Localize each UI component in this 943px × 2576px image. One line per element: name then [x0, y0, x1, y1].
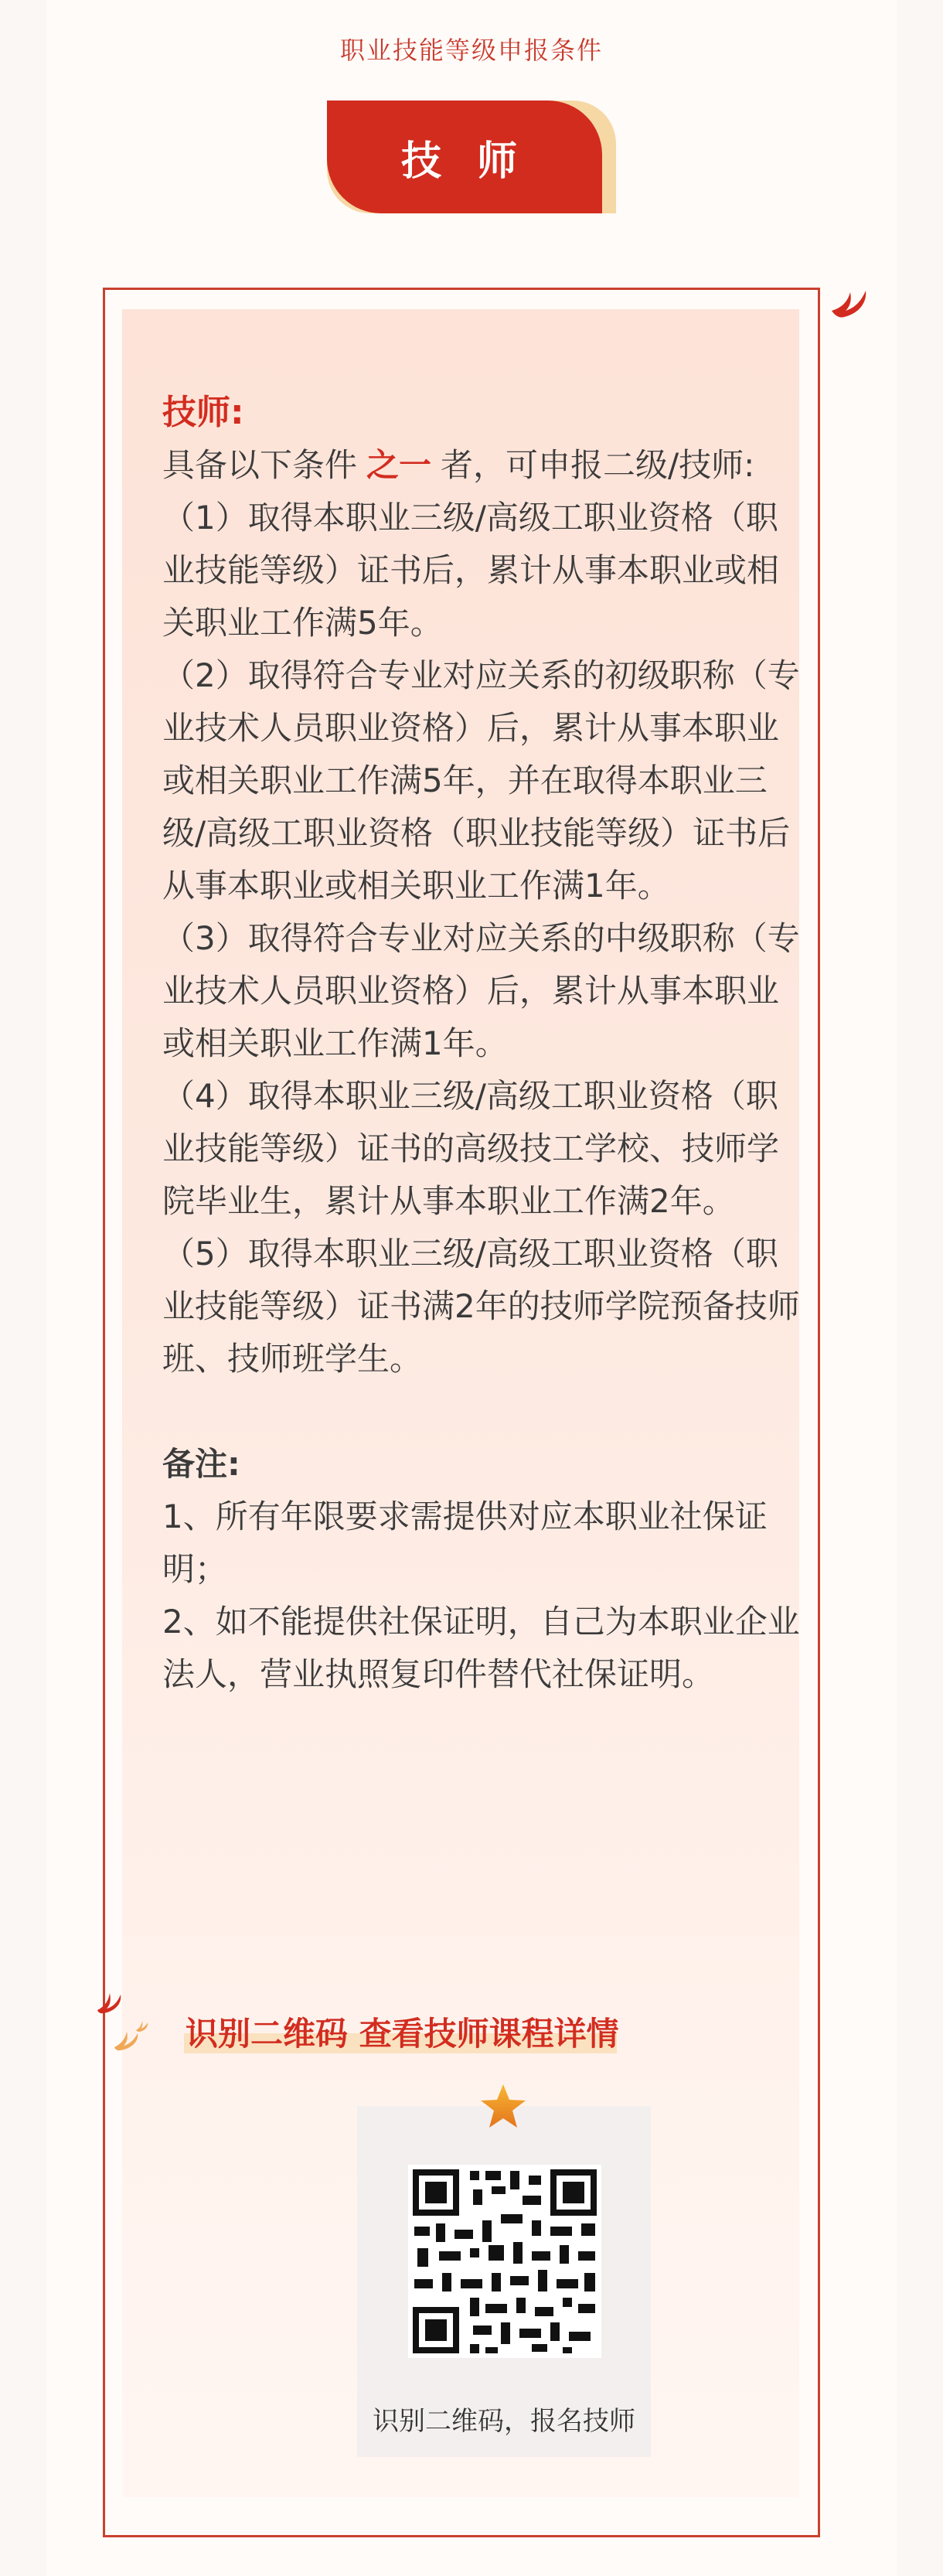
note-item-2: 2、如不能提供社保证明，自己为本职业企业法人，营业执照复印件替代社保证明。: [162, 1603, 800, 1693]
cta-text: 识别二维码 查看技师课程详情: [186, 2015, 619, 2053]
condition-item-3: （3）取得符合专业对应关系的中级职称（专业技术人员职业资格）后，累计从事本职业或相关职业工作满1年。: [162, 919, 800, 1062]
section-title: 技师:: [162, 393, 244, 432]
condition-item-2: （2）取得符合专业对应关系的初级职称（专业技术人员职业资格）后，累计从事本职业或相关职业工作满5年，并在取得本职业三级/高级工职业资格（职业技能等级）证书后从事本职业或相关职业工作满1年。: [162, 656, 800, 905]
requirements-content: [162, 387, 804, 1701]
qr-caption: 识别二维码，报名技师: [373, 2406, 635, 2437]
star-icon: [479, 2083, 527, 2131]
section-intro: [162, 439, 804, 492]
condition-item-1: （1）取得本职业三级/高级工职业资格（职业技能等级）证书后，累计从事本职业或相关职业工作满5年。: [162, 499, 780, 642]
intro-before: 具备以下条件: [162, 446, 358, 484]
top-label: 职业技能等级申报条件: [339, 36, 603, 65]
notes-title: 备注:: [162, 1445, 240, 1483]
page: [46, 0, 897, 2576]
bird-icon: [827, 285, 870, 323]
birds-icon: [91, 1987, 161, 2064]
condition-item-5: （5）取得本职业三级/高级工职业资格（职业技能等级）证书满2年的技师学院预备技师班、技师班学生。: [162, 1235, 800, 1378]
spacer: [162, 1385, 804, 1438]
condition-item-4: （4）取得本职业三级/高级工职业资格（职业技能等级）证书的高级技工学校、技师学院毕业生，累计从事本职业工作满2年。: [162, 1077, 780, 1220]
note-item-1: 1、所有年限要求需提供对应本职业社保证明；: [162, 1498, 768, 1588]
qr-code[interactable]: [408, 2165, 601, 2358]
intro-highlight: 之一: [366, 446, 432, 484]
title-badge: [327, 101, 616, 213]
intro-after: 者，可申报二级/技师:: [441, 446, 755, 484]
badge-label: 技 师: [327, 101, 602, 213]
